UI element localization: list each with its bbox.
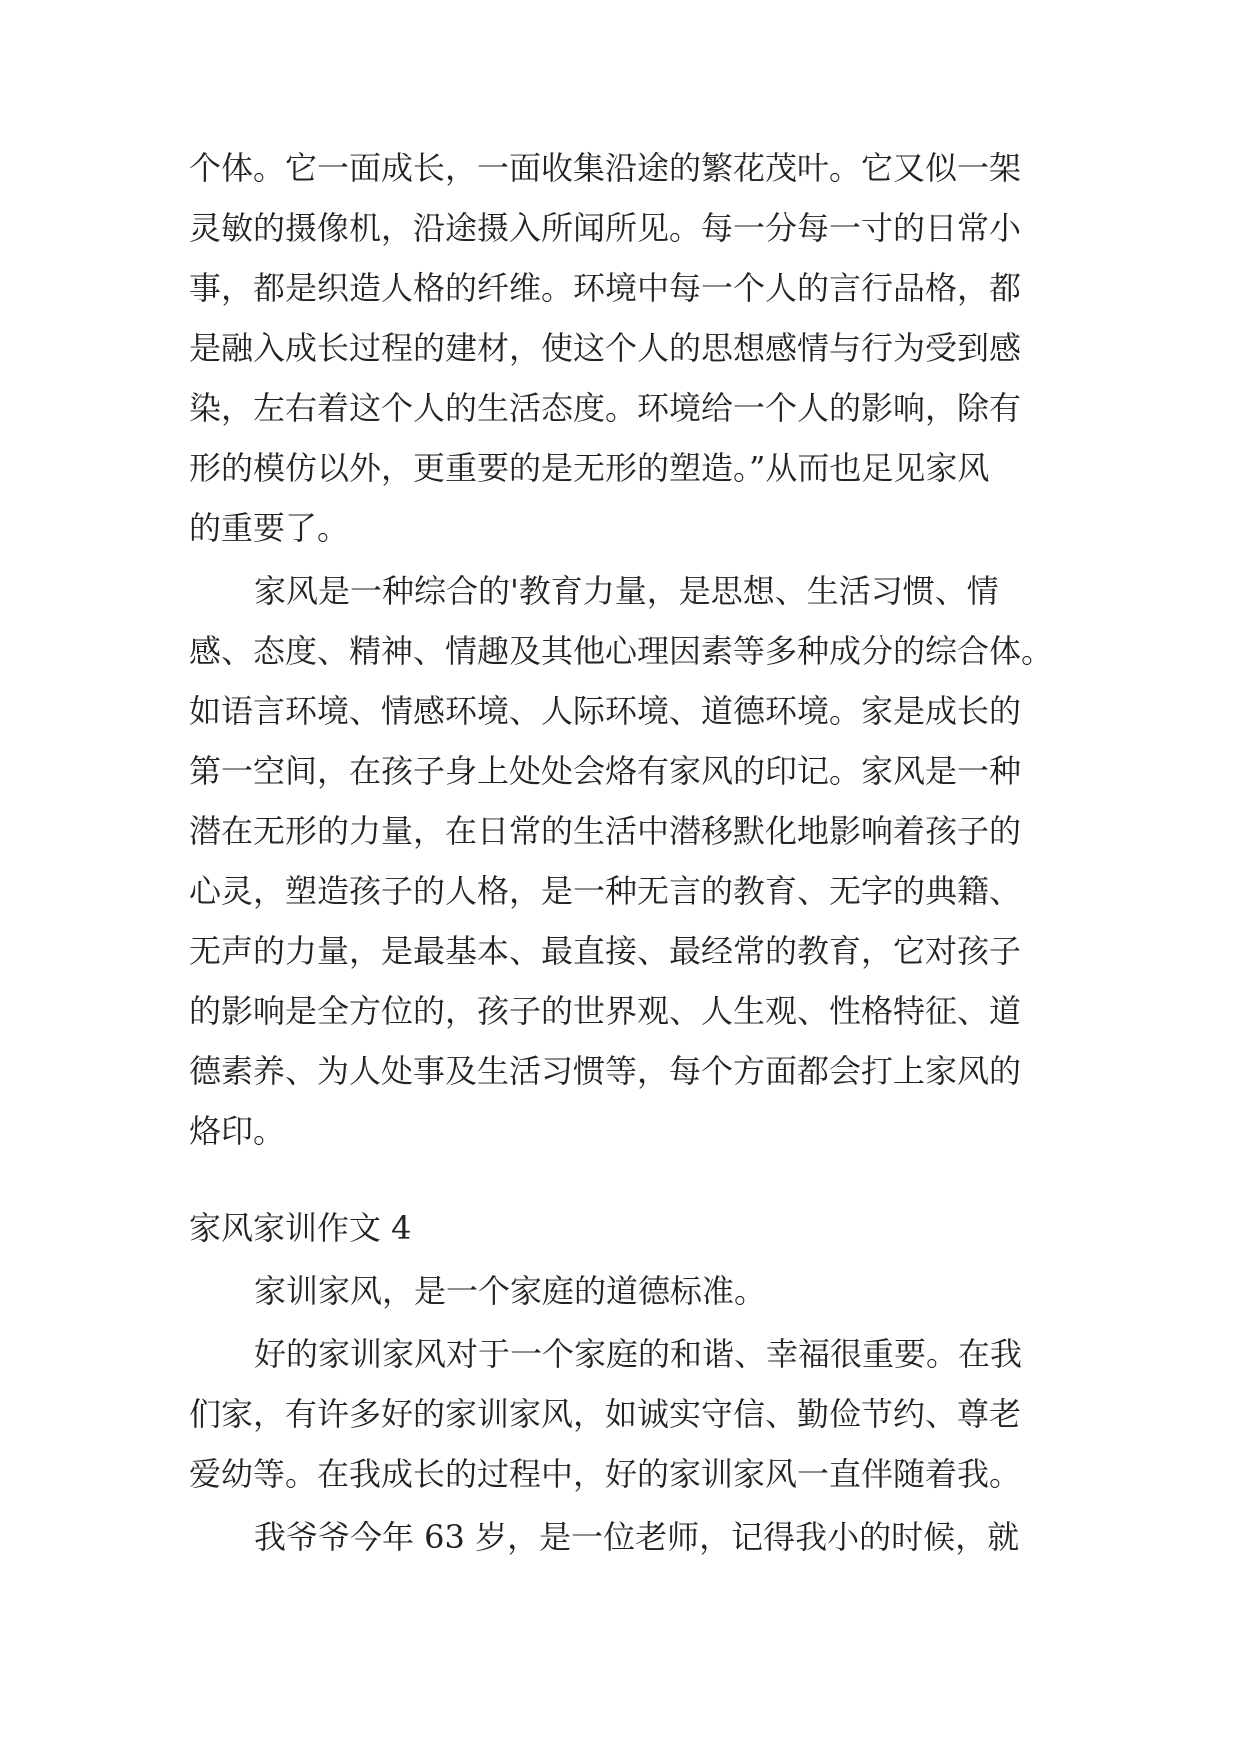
text-line: 染，左右着这个人的生活态度。环境给一个人的影响，除有 bbox=[189, 389, 1022, 427]
text-line: 好的家训家风对于一个家庭的和谐、幸福很重要。在我 bbox=[254, 1335, 1023, 1373]
section-heading: 家风家训作文 4 bbox=[189, 1209, 412, 1247]
text-line: 个体。它一面成长，一面收集沿途的繁花茂叶。它又似一架 bbox=[189, 149, 1022, 187]
text-line: 我爷爷今年 63 岁，是一位老师，记得我小的时候，就 bbox=[254, 1518, 1020, 1556]
text-line: 的影响是全方位的，孩子的世界观、人生观、性格特征、道 bbox=[189, 992, 1022, 1030]
text-line: 们家，有许多好的家训家风，如诚实守信、勤俭节约、尊老 bbox=[189, 1395, 1022, 1433]
text-line: 灵敏的摄像机，沿途摄入所闻所见。每一分每一寸的日常小 bbox=[189, 209, 1022, 247]
text-line: 如语言环境、情感环境、人际环境、道德环境。家是成长的 bbox=[189, 692, 1022, 730]
text-line: 第一空间，在孩子身上处处会烙有家风的印记。家风是一种 bbox=[189, 752, 1022, 790]
text-line: 形的模仿以外，更重要的是无形的塑造。”从而也足见家风 bbox=[189, 449, 990, 487]
text-line: 爱幼等。在我成长的过程中，好的家训家风一直伴随着我。 bbox=[189, 1455, 1022, 1493]
text-line: 德素养、为人处事及生活习惯等，每个方面都会打上家风的 bbox=[189, 1052, 1022, 1090]
text-line: 家风是一种综合的'教育力量，是思想、生活习惯、情 bbox=[254, 572, 999, 610]
text-line: 家训家风，是一个家庭的道德标准。 bbox=[254, 1272, 767, 1310]
text-line: 烙印。 bbox=[189, 1112, 286, 1150]
text-line: 事，都是织造人格的纤维。环境中每一个人的言行品格，都 bbox=[189, 269, 1022, 307]
text-line: 潜在无形的力量，在日常的生活中潜移默化地影响着孩子的 bbox=[189, 812, 1022, 850]
text-line: 的重要了。 bbox=[189, 509, 350, 547]
text-line: 无声的力量，是最基本、最直接、最经常的教育，它对孩子 bbox=[189, 932, 1022, 970]
text-line: 感、态度、精神、情趣及其他心理因素等多种成分的综合体。 bbox=[189, 632, 1054, 670]
text-line: 心灵，塑造孩子的人格，是一种无言的教育、无字的典籍、 bbox=[189, 872, 1022, 910]
text-line: 是融入成长过程的建材，使这个人的思想感情与行为受到感 bbox=[189, 329, 1022, 367]
